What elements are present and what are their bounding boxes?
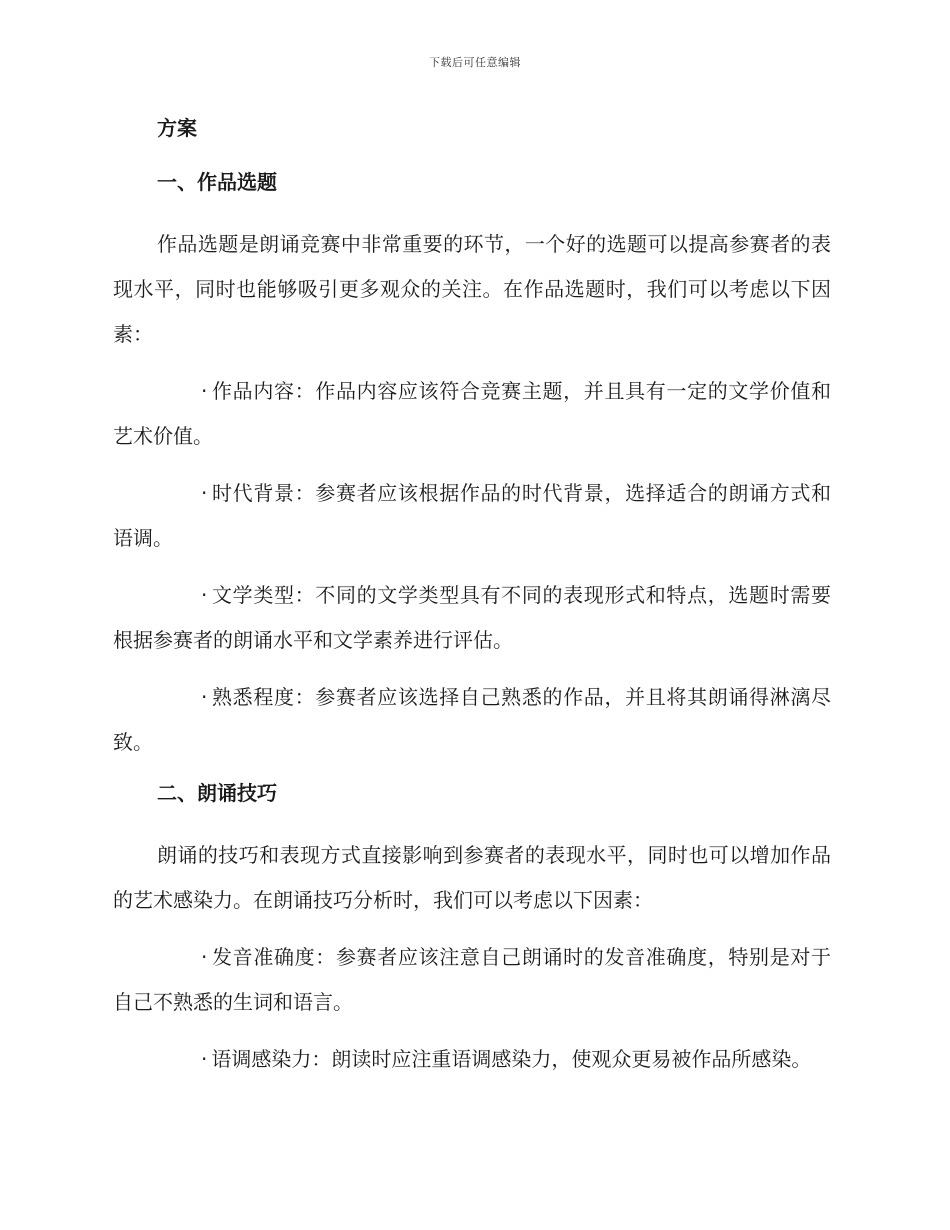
bullet-item	[113, 573, 831, 663]
bullet-mark: ·	[201, 481, 208, 505]
bullet-text: 作品内容：作品内容应该符合竞赛主题，并且具有一定的文学价值和艺术价值。	[113, 379, 831, 448]
bullet-mark: ·	[201, 583, 208, 607]
bullet-text: 熟悉程度：参赛者应该选择自己熟悉的作品，并且将其朗诵得淋漓尽致。	[113, 685, 831, 754]
bullet-item	[113, 471, 831, 561]
bullet-mark: ·	[201, 685, 208, 709]
bullet-item	[113, 369, 831, 459]
bullet-mark: ·	[201, 1047, 208, 1071]
section-heading: 二、朗诵技巧	[157, 781, 277, 805]
bullet-text: 语调感染力：朗读时应注重语调感染力，使观众更易被作品所感染。	[211, 1047, 812, 1071]
bullet-mark: ·	[201, 945, 208, 969]
document-title: 方案	[157, 116, 197, 140]
section-heading: 一、作品选题	[157, 170, 277, 194]
bullet-mark: ·	[201, 379, 208, 403]
bullet-item	[113, 935, 831, 1025]
section-intro: 作品选题是朗诵竞赛中非常重要的环节，一个好的选题可以提高参赛者的表现水平，同时也能够吸引更多观众的关注。在作品选题时，我们可以考虑以下因素：	[113, 232, 831, 346]
bullet-item	[113, 675, 831, 765]
document-body	[113, 112, 831, 1094]
bullet-text: 时代背景：参赛者应该根据作品的时代背景，选择适合的朗诵方式和语调。	[113, 481, 831, 550]
bullet-text: 文学类型：不同的文学类型具有不同的表现形式和特点，选题时需要根据参赛者的朗诵水平和文学素养进行评估。	[113, 583, 831, 652]
bullet-item	[113, 1037, 831, 1082]
page-header: 下载后可任意编辑	[429, 56, 521, 69]
section-intro: 朗诵的技巧和表现方式直接影响到参赛者的表现水平，同时也可以增加作品的艺术感染力。在朗诵技巧分析时，我们可以考虑以下因素：	[113, 843, 831, 912]
bullet-text: 发音准确度：参赛者应该注意自己朗诵时的发音准确度，特别是对于自己不熟悉的生词和语言。	[113, 945, 831, 1014]
